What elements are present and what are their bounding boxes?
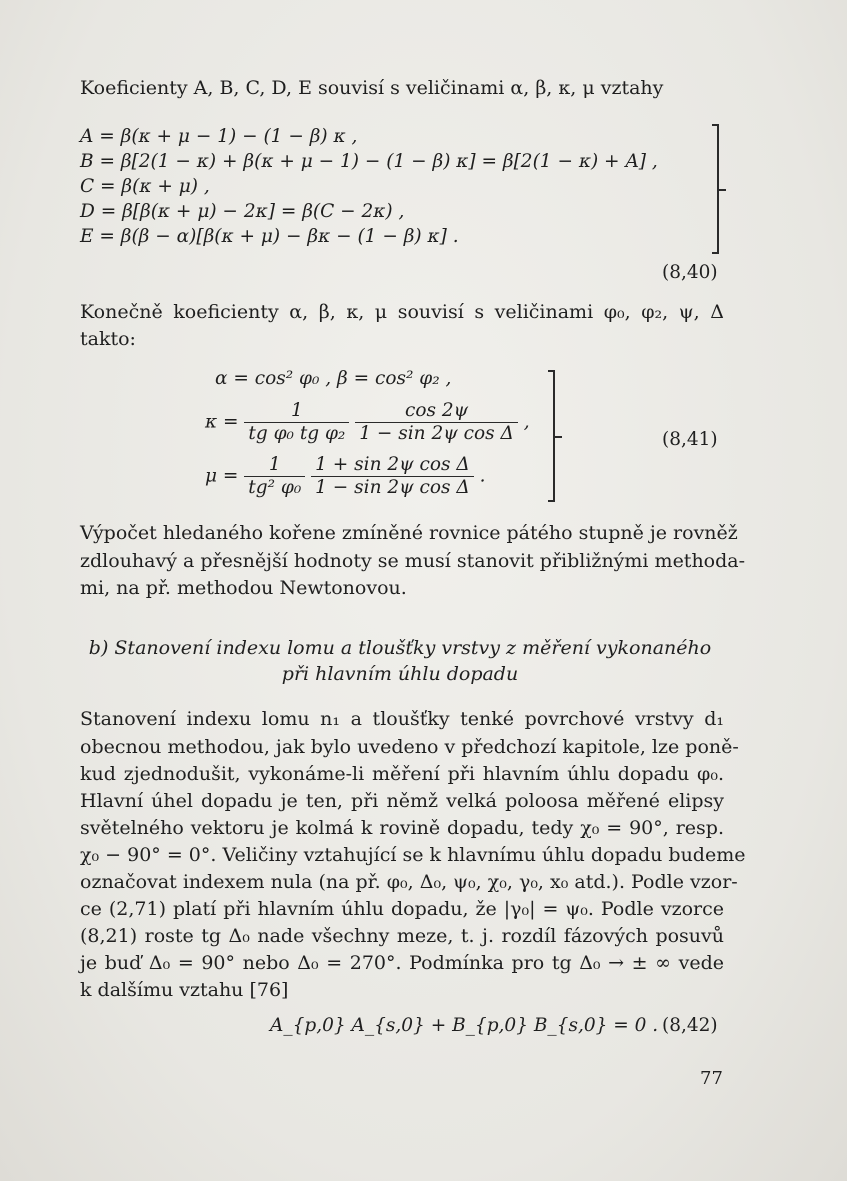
- denominator: 1 − sin 2ψ cos Δ: [359, 423, 514, 444]
- paragraph-line: χ₀ − 90° = 0°. Veličiny vztahující se k hlavnímu úhlu dopadu budeme: [80, 844, 746, 866]
- equation-row-b: B = β[2(1 − κ) + β(κ + μ − 1) − (1 − β) κ] = β[2(1 − κ) + A] ,: [80, 151, 658, 172]
- section-heading-line: při hlavním úhlu dopadu: [281, 663, 519, 685]
- paragraph-line: Hlavní úhel dopadu je ten, při němž velká poloosa měřené elipsy: [80, 790, 724, 812]
- kappa-lhs: κ =: [205, 411, 239, 433]
- fraction: [311, 454, 474, 499]
- numerator: 1: [244, 454, 305, 477]
- equation-number-8-41: (8,41): [662, 429, 718, 450]
- fraction: [244, 454, 305, 499]
- equation-row-e: E = β(β − α)[β(κ + μ) − βκ − (1 − β) κ] .: [80, 226, 459, 247]
- page-number: 77: [700, 1068, 723, 1089]
- equation-8-42: A_{p,0} A_{s,0} + B_{p,0} B_{s,0} = 0 .: [270, 1015, 659, 1036]
- equation-row-d: D = β[β(κ + μ) − 2κ] = β(C − 2κ) ,: [80, 201, 405, 222]
- denominator: tg² φ₀: [248, 477, 302, 498]
- paragraph-line: Konečně koeficienty α, β, κ, μ souvisí s veličinami φ₀, φ₂, ψ, Δ: [80, 301, 724, 323]
- paragraph-line: k dalšímu vztahu [76]: [80, 979, 289, 1001]
- numerator: 1 + sin 2ψ cos Δ: [311, 454, 474, 477]
- paragraph-line: Stanovení indexu lomu n₁ a tloušťky tenké povrchové vrstvy d₁: [80, 708, 724, 730]
- paragraph-line: označovat indexem nula (na př. φ₀, Δ₀, ψ₀, χ₀, γ₀, x₀ atd.). Podle vzor-: [80, 871, 738, 893]
- mu-lhs: μ =: [205, 465, 239, 487]
- right-brace: [548, 370, 555, 502]
- equation-row-alpha-beta: α = cos² φ₀ , β = cos² φ₂ ,: [215, 368, 452, 389]
- numerator: 1: [244, 400, 349, 423]
- paragraph-line: mi, na př. methodou Newtonovou.: [80, 577, 407, 599]
- punctuation: ,: [523, 411, 530, 433]
- denominator: tg φ₀ tg φ₂: [248, 423, 346, 444]
- equation-number-8-40: (8,40): [662, 262, 718, 283]
- section-heading-line: b) Stanovení indexu lomu a tloušťky vrstvy z měření vykonaného: [88, 637, 712, 659]
- paragraph-line: Výpočet hledaného kořene zmíněné rovnice pátého stupně je rovněž: [80, 522, 738, 544]
- right-brace: [712, 124, 719, 254]
- equation-row-mu: [205, 454, 486, 499]
- equation-row-c: C = β(κ + μ) ,: [80, 176, 210, 197]
- paragraph-line: takto:: [80, 328, 136, 350]
- paragraph-line: zdlouhavý a přesnější hodnoty se musí stanovit přibližnými methoda-: [80, 550, 746, 572]
- fraction: [244, 400, 349, 445]
- fraction: [355, 400, 518, 445]
- intro-text: Koeficienty A, B, C, D, E souvisí s veličinami α, β, κ, μ vztahy: [80, 77, 664, 99]
- paragraph-line: kud zjednodušit, vykonáme-li měření při hlavním úhlu dopadu φ₀.: [80, 763, 724, 785]
- paragraph-line: je buď Δ₀ = 90° nebo Δ₀ = 270°. Podmínka pro tg Δ₀ → ± ∞ vede: [80, 952, 724, 974]
- punctuation: .: [479, 465, 486, 487]
- numerator: cos 2ψ: [355, 400, 518, 423]
- paragraph-line: obecnou methodou, jak bylo uvedeno v předchozí kapitole, lze poně-: [80, 736, 739, 758]
- paragraph-line: ce (2,71) platí při hlavním úhlu dopadu, že |γ₀| = ψ₀. Podle vzorce: [80, 898, 724, 920]
- paragraph-line: (8,21) roste tg Δ₀ nade všechny meze, t. j. rozdíl fázových posuvů: [80, 925, 724, 947]
- paragraph-line: světelného vektoru je kolmá k rovině dopadu, tedy χ₀ = 90°, resp.: [80, 817, 724, 839]
- denominator: 1 − sin 2ψ cos Δ: [315, 477, 470, 498]
- equation-number-8-42: (8,42): [662, 1015, 718, 1036]
- equation-row-kappa: [205, 400, 530, 445]
- equation-row-a: A = β(κ + μ − 1) − (1 − β) κ ,: [80, 126, 358, 147]
